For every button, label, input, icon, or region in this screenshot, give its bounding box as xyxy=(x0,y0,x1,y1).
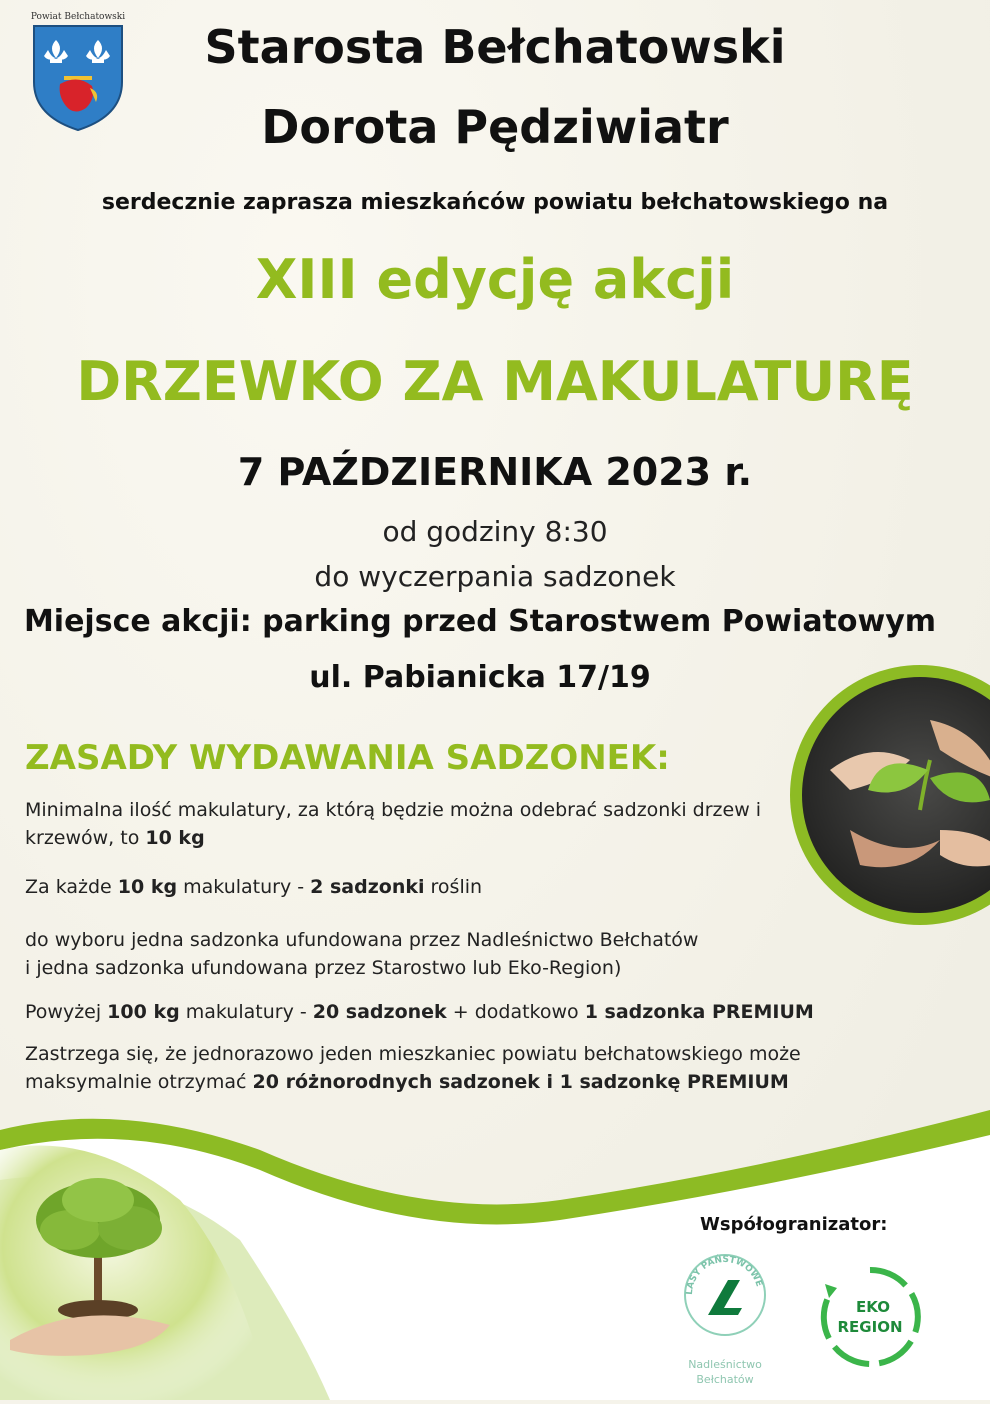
eko-region-logo xyxy=(815,1262,925,1372)
forestry-name-line-1: Nadleśnictwo xyxy=(688,1358,762,1371)
title-line-1: Starosta Bełchatowski xyxy=(204,20,786,74)
eko-line-2: REGION xyxy=(837,1318,903,1336)
tree-in-hands-photo xyxy=(0,1110,280,1400)
event-date: 7 PAŹDZIERNIKA 2023 r. xyxy=(237,450,753,494)
forestry-logo xyxy=(680,1250,780,1400)
crest-caption: Powiat Bełchatowski xyxy=(30,12,126,22)
forestry-name-line-2: Bełchatów xyxy=(696,1373,754,1386)
event-time-note: do wyczerpania sadzonek xyxy=(314,560,676,593)
rules-heading: ZASADY WYDAWANIA SADZONEK: xyxy=(25,738,670,778)
rule-over-100kg: Powyżej 100 kg makulatury - 20 sadzonek + dodatkowo 1 sadzonka PREMIUM xyxy=(25,1001,814,1023)
rule-per-10kg: Za każde 10 kg makulatury - 2 sadzonki roślin xyxy=(25,876,483,898)
rule-limit: Zastrzega się, że jednorazowo jeden mieszkaniec powiatu bełchatowskiego może maksymalnie otrzymać 20 różnorodnych sadzonek i 1 sadzonkę PREMIUM xyxy=(25,1043,801,1093)
event-place: Miejsce akcji: parking przed Starostwem Powiatowym xyxy=(23,604,937,639)
forestry-arc-text: LASY PAŃSTWOWE xyxy=(684,1254,764,1296)
eko-line-1: EKO xyxy=(856,1298,890,1316)
action-name-heading: DRZEWKO ZA MAKULATURĘ xyxy=(76,350,914,413)
invitation-text: serdecznie zaprasza mieszkańców powiatu bełchatowskiego na xyxy=(101,190,889,215)
title-line-2: Dorota Pędziwiatr xyxy=(261,100,729,154)
event-time: od godziny 8:30 xyxy=(382,515,608,548)
event-street: ul. Pabianicka 17/19 xyxy=(309,660,651,695)
rule-choice: do wyboru jedna sadzonka ufundowana przez Nadleśnictwo Bełchatów i jedna sadzonka ufundowana przez Starostwo lub Eko-Region) xyxy=(25,929,699,979)
edition-heading: XIII edycję akcji xyxy=(255,248,735,311)
rule-minimum: Minimalna ilość makulatury, za którą będzie można odebrać sadzonki drzew i krzewów, to 10 kg xyxy=(25,799,762,849)
coorganizer-label: Współogranizator: xyxy=(700,1214,888,1235)
